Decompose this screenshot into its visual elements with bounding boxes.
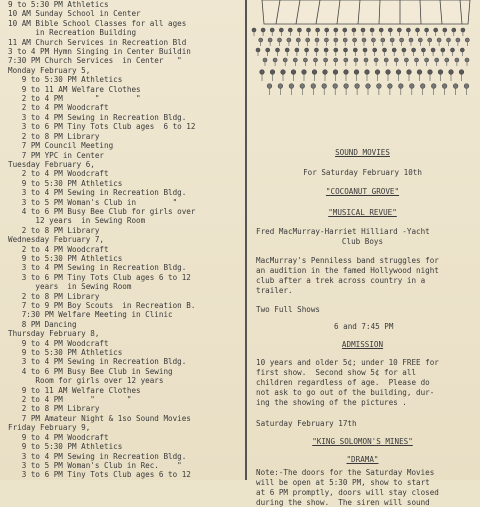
schedule-line: 9 to 11 AM Welfare Clothes xyxy=(8,385,141,395)
crowd-head xyxy=(459,70,464,75)
crowd-head xyxy=(402,48,406,52)
note-line: during the show. The siren will sound xyxy=(256,498,430,507)
crowd-head xyxy=(410,84,415,89)
crowd-head xyxy=(333,70,338,75)
crowd-head xyxy=(315,38,319,42)
crowd-head xyxy=(353,48,357,52)
schedule-line: 3 to 4 PM Hymn Singing in Center Buildin xyxy=(8,47,191,57)
schedule-line: 4 to 6 PM Busy Bee Club in Sewing xyxy=(8,366,173,376)
crowd-head xyxy=(425,58,429,62)
schedule-column xyxy=(0,0,244,480)
crowd-head xyxy=(431,84,436,89)
crowd-head xyxy=(400,38,404,42)
crowd-head xyxy=(465,58,469,62)
schedule-line: 7 PM Amateur Night & 1so Sound Movies xyxy=(8,413,191,423)
crowd-head xyxy=(421,48,425,52)
crowd-head xyxy=(384,58,388,62)
crowd-head xyxy=(353,38,357,42)
schedule-line: 8 PM Dancing xyxy=(8,319,77,329)
admission-line: ing the showing of the pictures . xyxy=(256,398,407,407)
crowd-head xyxy=(279,28,283,32)
movies-column xyxy=(250,0,480,507)
schedule-line: 9 to 5:30 PM Athletics xyxy=(8,442,123,452)
schedule-line: 9 to 4 PM Woodcraft xyxy=(8,338,109,348)
schedule-line: 3 to 4 PM Sewing in Recreation Bldg. xyxy=(8,263,187,273)
crowd-head xyxy=(314,58,318,62)
crowd-head xyxy=(420,84,425,89)
schedule-line: 7:30 PM Welfare Meeting in Clinic xyxy=(8,310,173,320)
admission-line: not ask to go out of the building, dur- xyxy=(256,388,435,397)
crowd-head xyxy=(453,84,458,89)
crowd-head xyxy=(270,70,275,75)
crowd-head xyxy=(407,70,412,75)
schedule-line: 2 to 4 PM Woodcraft xyxy=(8,103,109,113)
column-divider xyxy=(245,0,247,480)
crowd-head xyxy=(394,58,398,62)
schedule-line: Room for girls over 12 years xyxy=(8,376,164,386)
crowd-head xyxy=(396,70,401,75)
schedule-line: 3 to 6 PM Tiny Tots Club ages 6 to 12 xyxy=(8,272,191,282)
schedule-line: 7 to 9 PM Boy Scouts in Recreation B. xyxy=(8,301,196,310)
crowd-head xyxy=(278,84,283,89)
show-times: 6 and 7:45 PM xyxy=(334,322,394,331)
note-line: at 6 PM promptly, doors will stay closed xyxy=(256,488,439,497)
crowd-head xyxy=(333,84,338,89)
crowd-head xyxy=(267,84,272,89)
show-date-1: For Saturday February 10th xyxy=(303,168,422,177)
crowd-head xyxy=(364,58,368,62)
description-line: an audition in the famed Hollywood night xyxy=(256,266,439,275)
crowd-head xyxy=(261,28,265,32)
cast-line: Fred MacMurray-Harriet Hilliard -Yacht xyxy=(256,227,430,236)
description-line: MacMurray's Penniless band struggles for xyxy=(256,256,439,265)
crowd-head xyxy=(263,58,267,62)
schedule-line: 9 to 4 PM Woodcraft xyxy=(8,432,109,442)
crowd-head xyxy=(334,58,338,62)
crowd-head xyxy=(268,38,272,42)
crowd-head xyxy=(343,38,347,42)
schedule-line: 7 PM Council Meeting xyxy=(8,141,114,151)
schedule-line: 3 to 4 PM Sewing in Recreation Bldg. xyxy=(8,451,187,461)
crowd-head xyxy=(365,70,370,75)
crowd-head xyxy=(252,28,256,32)
crowd-head xyxy=(273,58,277,62)
crowd-head xyxy=(324,38,328,42)
crowd-head xyxy=(303,58,307,62)
schedule-line: 10 AM Sunday School in Center xyxy=(8,9,141,19)
crowd-head xyxy=(363,48,367,52)
crowd-head xyxy=(316,28,320,32)
movies-heading: SOUND MOVIES xyxy=(335,148,390,157)
crowd-head xyxy=(392,48,396,52)
crowd-head xyxy=(451,48,455,52)
crowd-head xyxy=(447,38,451,42)
crowd-head xyxy=(325,28,329,32)
crowd-head xyxy=(302,70,307,75)
crowd-head xyxy=(418,38,422,42)
crowd-head xyxy=(334,48,338,52)
crowd-head xyxy=(465,38,469,42)
schedule-line: Wednesday February 7, xyxy=(8,235,105,245)
schedule-line: 9 to 5:30 PM Athletics xyxy=(8,75,123,85)
crowd-head xyxy=(416,28,420,32)
schedule-line: 2 to 4 PM " " xyxy=(8,395,132,405)
cast-line: Club Boys xyxy=(341,237,384,246)
crowd-head xyxy=(344,48,348,52)
crowd-head xyxy=(281,70,286,75)
schedule-line: 7:30 PM Church Services in Center " xyxy=(8,56,182,66)
schedule-line: 3 to 6 PM Tiny Tots Club ages 6 to 12 xyxy=(8,470,191,480)
schedule-line: 12 years in Sewing Room xyxy=(8,216,146,226)
crowd-head xyxy=(371,38,375,42)
crowd-head xyxy=(323,70,328,75)
crowd-head xyxy=(397,28,401,32)
crowd-head xyxy=(460,48,464,52)
crowd-head xyxy=(443,28,447,32)
schedule-line: 10 AM Bible School Classes for all ages xyxy=(8,18,187,28)
schedule-line: Monday February 5, xyxy=(8,65,91,75)
crowd-head xyxy=(461,28,465,32)
schedule-line: years in Sewing Room xyxy=(8,282,132,292)
crowd-head xyxy=(278,38,282,42)
movie-title-1: "COCOANUT GROVE" xyxy=(325,187,400,196)
schedule-line: 3 to 4 PM Sewing in Recreation Bldg. xyxy=(8,357,187,367)
crowd-head xyxy=(425,28,429,32)
crowd-head xyxy=(370,28,374,32)
crowd-head xyxy=(412,48,416,52)
crowd-head xyxy=(297,28,301,32)
crowd-head xyxy=(291,70,296,75)
schedule-line: 2 to 4 PM Woodcraft xyxy=(8,169,109,179)
crowd-head xyxy=(322,84,327,89)
crowd-head xyxy=(354,58,358,62)
crowd-head xyxy=(344,58,348,62)
crowd-head xyxy=(344,70,349,75)
crowd-head xyxy=(288,28,292,32)
crowd-head xyxy=(334,28,338,32)
crowd-head xyxy=(383,48,387,52)
crowd-head xyxy=(260,70,265,75)
crowd-head xyxy=(270,28,274,32)
crowd-head xyxy=(344,84,349,89)
audience-illustration xyxy=(250,0,480,110)
crowd-head xyxy=(449,70,454,75)
schedule-line: 9 to 11 AM Welfare Clothes xyxy=(8,84,141,94)
crowd-head xyxy=(285,48,289,52)
crowd-head xyxy=(276,48,280,52)
crowd-head xyxy=(354,70,359,75)
crowd-head xyxy=(305,48,309,52)
crowd-head xyxy=(334,38,338,42)
crowd-head xyxy=(406,28,410,32)
schedule-line: Friday February 9, xyxy=(8,423,91,433)
crowd-head xyxy=(428,70,433,75)
crowd-head xyxy=(300,84,305,89)
admission-line: 10 years and older 5¢; under 10 FREE for xyxy=(256,358,439,367)
show-date-2: Saturday February 17th xyxy=(256,419,357,428)
crowd-head xyxy=(377,84,382,89)
crowd-head xyxy=(289,84,294,89)
crowd-head xyxy=(373,48,377,52)
schedule-line: 2 to 8 PM Library xyxy=(8,225,100,235)
movie-title-2: "KING SOLOMON'S MINES" xyxy=(312,437,413,446)
crowd-head xyxy=(293,58,297,62)
schedule-line: 9 to 5:30 PM Athletics xyxy=(8,348,123,358)
crowd-head xyxy=(307,28,311,32)
crowd-head xyxy=(287,38,291,42)
crowd-head xyxy=(324,48,328,52)
shows-count: Two Full Shows xyxy=(256,305,321,314)
crowd-head xyxy=(352,28,356,32)
schedule-line: 7 PM YPC in Center xyxy=(8,150,105,160)
crowd-head xyxy=(437,38,441,42)
crowd-head xyxy=(256,48,260,52)
crowd-head xyxy=(452,28,456,32)
crowd-head xyxy=(306,38,310,42)
crowd-head xyxy=(415,58,419,62)
crowd-head xyxy=(259,38,263,42)
schedule-line: 2 to 4 PM " " xyxy=(8,94,141,104)
crowd-head xyxy=(283,58,287,62)
schedule-line: Tuesday February 6, xyxy=(8,159,95,169)
crowd-head xyxy=(409,38,413,42)
description-line: trailer. xyxy=(256,286,293,295)
schedule-line: 3 to 6 PM Tiny Tots Club ages 6 to 12 xyxy=(8,122,196,132)
crowd-head xyxy=(404,58,408,62)
schedule-line: 2 to 4 PM Woodcraft xyxy=(8,244,109,254)
crowd-head xyxy=(417,70,422,75)
crowd-head xyxy=(442,84,447,89)
crowd-head xyxy=(434,28,438,32)
schedule-line: 3 to 4 PM Sewing in Recreation Bldg. xyxy=(8,112,187,122)
crowd-head xyxy=(362,38,366,42)
crowd-head xyxy=(456,38,460,42)
crowd-head xyxy=(386,70,391,75)
admission-heading: ADMISSION xyxy=(341,340,384,349)
schedule-line: 2 to 8 PM Library xyxy=(8,131,100,141)
schedule-line: 3 to 5 PM Woman's Club in Rec. " xyxy=(8,460,182,470)
schedule-line: 11 AM Church Services in Recreation Bld xyxy=(8,37,187,47)
movie-genre-1: "MUSICAL REVUE" xyxy=(328,208,397,217)
crowd-head xyxy=(431,48,435,52)
crowd-head xyxy=(428,38,432,42)
crowd-head xyxy=(343,28,347,32)
note-line: will be open at 5:30 PM, show to start xyxy=(256,478,430,487)
crowd-head xyxy=(399,84,404,89)
crowd-head xyxy=(379,28,383,32)
crowd-head xyxy=(441,48,445,52)
schedule-line: 9 to 5:30 PM Athletics xyxy=(8,253,123,263)
crowd-head xyxy=(296,38,300,42)
crowd-head xyxy=(388,84,393,89)
crowd-head xyxy=(438,70,443,75)
crowd-head xyxy=(311,84,316,89)
crowd-head xyxy=(445,58,449,62)
crowd-head xyxy=(435,58,439,62)
schedule-line: 3 to 4 PM Sewing in Recreation Bldg. xyxy=(8,188,187,198)
schedule-line: 9 to 5:30 PM Athletics xyxy=(8,178,123,188)
crowd-head xyxy=(324,58,328,62)
schedule-line: 2 to 8 PM Library xyxy=(8,291,100,301)
admission-line: children regardless of age. Please do xyxy=(256,378,430,387)
crowd-head xyxy=(390,38,394,42)
crowd-head xyxy=(366,84,371,89)
crowd-head xyxy=(355,84,360,89)
admission-line: first show. Second show 5¢ for all xyxy=(256,368,417,377)
crowd-head xyxy=(375,70,380,75)
crowd-head xyxy=(312,70,317,75)
schedule-line: Thursday February 8, xyxy=(8,329,100,339)
crowd-head xyxy=(455,58,459,62)
crowd-head xyxy=(361,28,365,32)
note-line: Note:-The doors for the Saturday Movies xyxy=(256,468,435,477)
movie-genre-2: "DRAMA" xyxy=(346,455,379,464)
crowd-head xyxy=(381,38,385,42)
crowd-head xyxy=(388,28,392,32)
schedule-line: in Recreation Building xyxy=(8,28,137,38)
crowd-head xyxy=(295,48,299,52)
crowd-head xyxy=(266,48,270,52)
schedule-line: 2 to 8 PM Library xyxy=(8,404,100,414)
crowd-head xyxy=(464,84,469,89)
schedule-line: 3 to 5 PM Woman's Club in " xyxy=(8,197,178,207)
crowd-head xyxy=(374,58,378,62)
description-line: club after a trek across country in a xyxy=(256,276,426,285)
crowd-head xyxy=(314,48,318,52)
schedule-line: 4 to 6 PM Busy Bee Club for girls over xyxy=(8,206,196,216)
schedule-line: 9 to 5:30 PM Athletics xyxy=(8,0,109,9)
